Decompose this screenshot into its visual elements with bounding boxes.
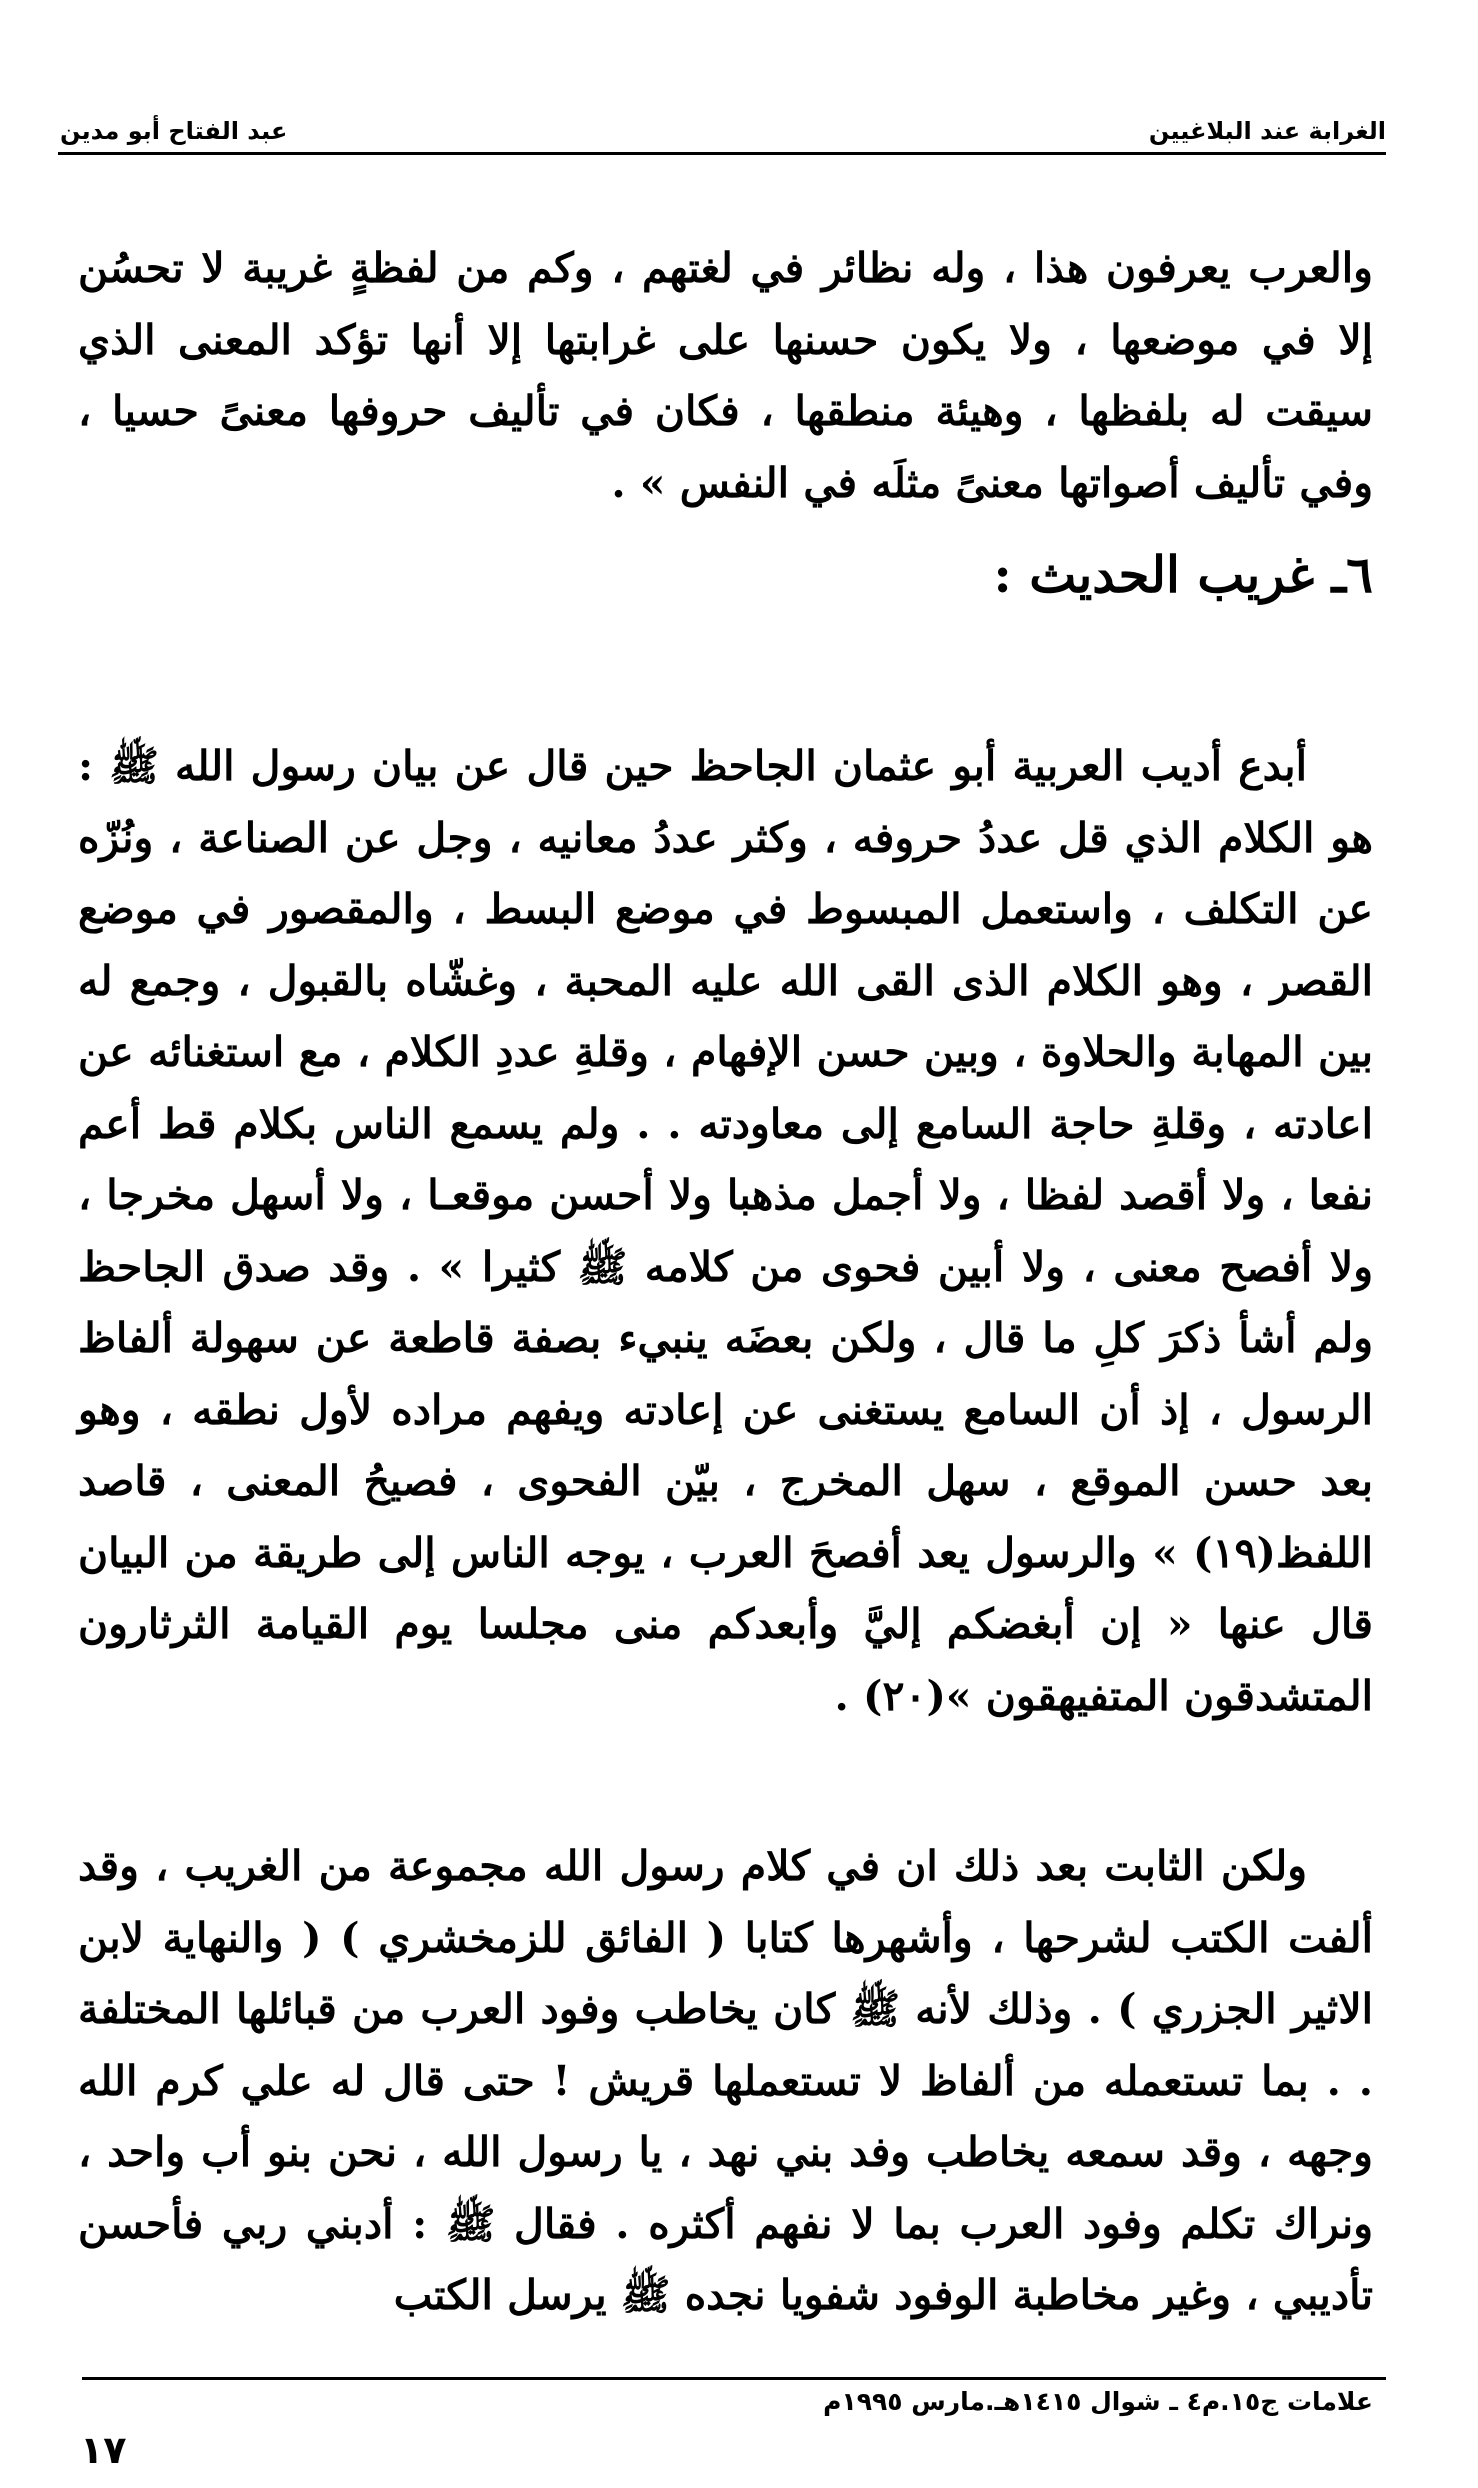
header-author: عبد الفتاح أبو مدين <box>60 117 288 145</box>
journal-citation: علامات ج١٥.م٤ ـ شوال ١٤١٥هـ.مارس ١٩٩٥م <box>823 2387 1373 2416</box>
header-divider <box>58 152 1386 155</box>
section-heading: ٦ـ غريب الحديث : <box>993 545 1373 604</box>
footer-divider <box>82 2377 1386 2380</box>
paragraph-continued-quote: والعرب يعرفون هذا ، وله نظائر في لغتهم ، وكم من لفظةٍ غريبة لا تحسُن إلا في موضعها ، ولا يكون حسنها على غرابتها إلا أنها تؤكد المعنى الذي سيقت له بلفظها ، وهيئة منطقها ، فكان في تأليف حروفها معنىً حسيا ، وفي تأليف أصواتها معنىً مثلَه في النفس » . <box>78 244 1373 507</box>
header-title: الغرابة عند البلاغيين <box>1148 117 1386 145</box>
paragraph-gharib-books: ولكن الثابت بعد ذلك ان في كلام رسول الله مجموعة من الغريب ، وقد ألفت الكتب لشرحها ، وأشهرها كتابا ( الفائق للزمخشري ) ( والنهاية لابن الاثير الجزري ) . وذلك لأنه ﷺ كان يخاطب وفود العرب من قبائلها المختلفة . . بما تستعمله من ألفاظ لا تستعملها قريش ! حتى قال له علي كرم الله وجهه ، وقد سمعه يخاطب وفد بني نهد ، يا رسول الله ، نحن بنو أب واحد ، ونراك تكلم وفود العرب بما لا نفهم أكثره . فقال ﷺ : أدبني ربي فأحسن تأديبي ، وغير مخاطبة الوفود شفويا نجده ﷺ يرسل الكتب <box>78 1842 1373 2319</box>
page-number: ١٧ <box>80 2428 127 2472</box>
running-header <box>60 95 1386 145</box>
paragraph-jahiz-quote: أبدع أديب العربية أبو عثمان الجاحظ حين قال عن بيان رسول الله ﷺ : هو الكلام الذي قل عددُ حروفه ، وكثر عددُ معانيه ، وجل عن الصناعة ، ونُزّه عن التكلف ، واستعمل المبسوط في موضع البسط ، والمقصور في موضع القصر ، وهو الكلام الذى القى الله عليه المحبة ، وغشّاه بالقبول ، وجمع له بين المهابة والحلاوة ، وبين حسن الإفهام ، وقلةِ عددِ الكلام ، مع استغنائه عن اعادته ، وقلةِ حاجة السامع إلى معاودته . . ولم يسمع الناس بكلام قط أعم نفعا ، ولا أقصد لفظا ، ولا أجمل مذهبا ولا أحسن موقعـا ، ولا أسهل مخرجا ، ولا أفصح معنى ، ولا أبين فحوى من كلامه ﷺ كثيرا » . وقد صدق الجاحظ ولم أشأ ذكرَ كلِ ما قال ، ولكن بعضَه ينبيء بصفة قاطعة عن سهولة ألفاظ الرسول ، إذ أن السامع يستغنى عن إعادته ويفهم مراده لأول نطقه ، وهو بعد حسن الموقع ، سهل المخرج ، بيّن الفحوى ، فصيحُ المعنى ، قاصد اللفظ(١٩) » والرسول يعد أفصحَ العرب ، يوجه الناس إلى طريقة من البيان قال عنها « إن أبغضكم إليَّ وأبعدكم منى مجلسا يوم القيامة الثرثارون المتشدقون المتفيهقون »(٢٠) . <box>78 742 1373 1720</box>
